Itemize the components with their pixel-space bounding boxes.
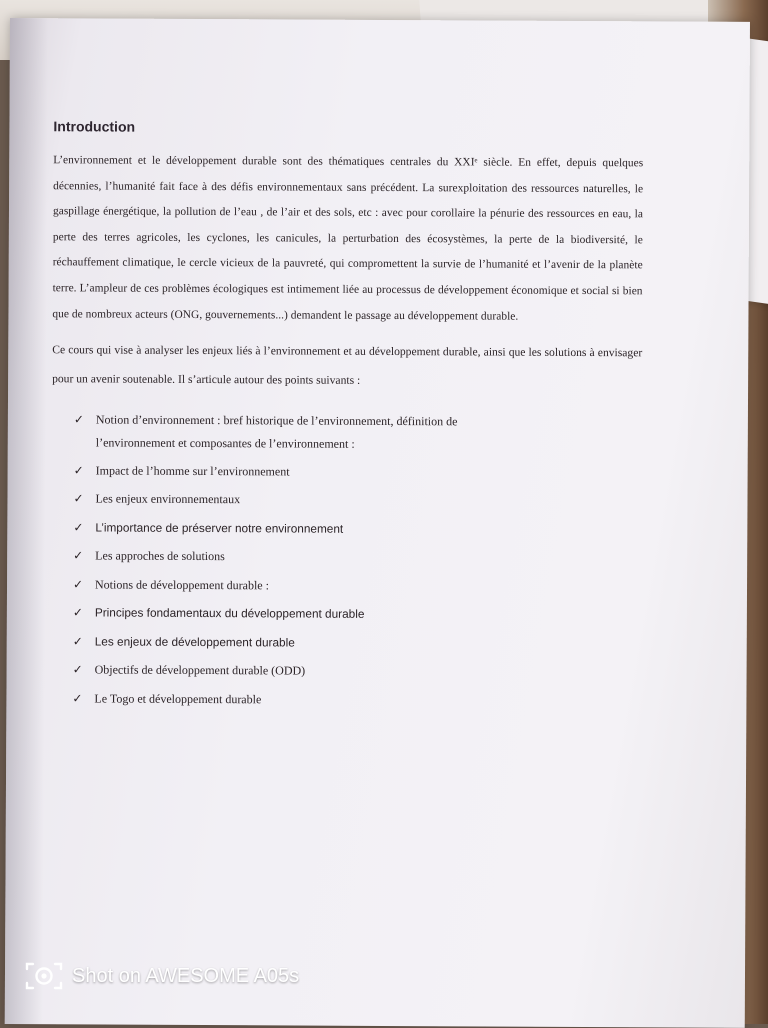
list-item-text: L’importance de préserver notre environnement [95, 520, 344, 536]
list-item [72, 684, 640, 715]
list-item-text: Notions de développement durable : [95, 577, 270, 593]
checkmark-icon: ✓ [73, 412, 84, 427]
list-item-text: Les enjeux environnementaux [95, 491, 241, 507]
list-item [74, 405, 642, 454]
list-item [73, 655, 641, 686]
checkmark-icon: ✓ [72, 633, 83, 649]
list-item [73, 570, 641, 601]
checkmark-icon: ✓ [73, 491, 84, 506]
list-item-text: Impact de l’homme sur l’environnement [95, 463, 290, 479]
course-paragraph: Ce cours qui vise à analyser les enjeux liés à l’environnement et au développement durable, ainsi que les solutions à envisager pour un avenir soutenable. Il s’articule autour des points suivants : [52, 343, 643, 387]
watermark-label: Shot on AWESOME A05s [72, 964, 300, 987]
camera-watermark [24, 960, 299, 992]
checkmark-icon: ✓ [72, 662, 83, 677]
checkmark-icon: ✓ [73, 576, 84, 592]
list-item [73, 484, 641, 515]
checkmark-icon: ✓ [72, 690, 83, 706]
checkmark-icon: ✓ [73, 462, 84, 478]
checkmark-icon: ✓ [73, 519, 84, 535]
intro-paragraph: L’environnement et le développement durable sont des thématiques centrales du XXIᵉ siècle. En effet, depuis quelques décennies, l’humanité fait face à des défis environnementaux sans précédent. La surexploitation des ressources naturelles, le gaspillage énergétique, la pollution de l’eau , de l’air et des sols, etc : avec pour corollaire la pénurie des ressources en eau, la perte des terres agricoles, les cyclones, les canicules, la perturbation des écosystèmes, la perte de la biodiversité, le réchauffement climatique, le cercle vicieux de la pauvreté, qui compromettent la survie de l’humanité et l’avenir de la planète terre. L’ampleur de ces problèmes écologiques est intimement liée au processus de développement économique et social si bien que de nombreux acteurs (ONG, gouvernements...) demandent le passage au développement durable. [52, 154, 644, 323]
page-content [50, 118, 643, 715]
list-item [73, 541, 641, 572]
page-shadow-edge [5, 18, 48, 1024]
checkmark-icon: ✓ [72, 605, 83, 620]
section-heading: Introduction [53, 118, 136, 135]
camera-lens-icon [24, 960, 64, 992]
list-item-text: Les approches de solutions [95, 548, 225, 564]
checkmark-icon: ✓ [73, 548, 84, 563]
list-item [73, 598, 641, 629]
list-item-text: Objectifs de développement durable (ODD) [94, 662, 306, 678]
list-item [74, 456, 642, 487]
list-item-text: Notion d’environnement : bref historique de l’environnement, définition de [95, 412, 458, 429]
list-item-continuation: l’environnement et composantes de l’environnement : [95, 435, 355, 451]
list-item [73, 627, 641, 658]
points-list [50, 405, 642, 715]
document-page [5, 18, 750, 1028]
list-item [73, 513, 641, 544]
list-item-text: Le Togo et développement durable [94, 691, 262, 706]
list-item-text: Principes fondamentaux du développement durable [94, 605, 365, 622]
list-item-text: Les enjeux de développement durable [94, 634, 295, 650]
